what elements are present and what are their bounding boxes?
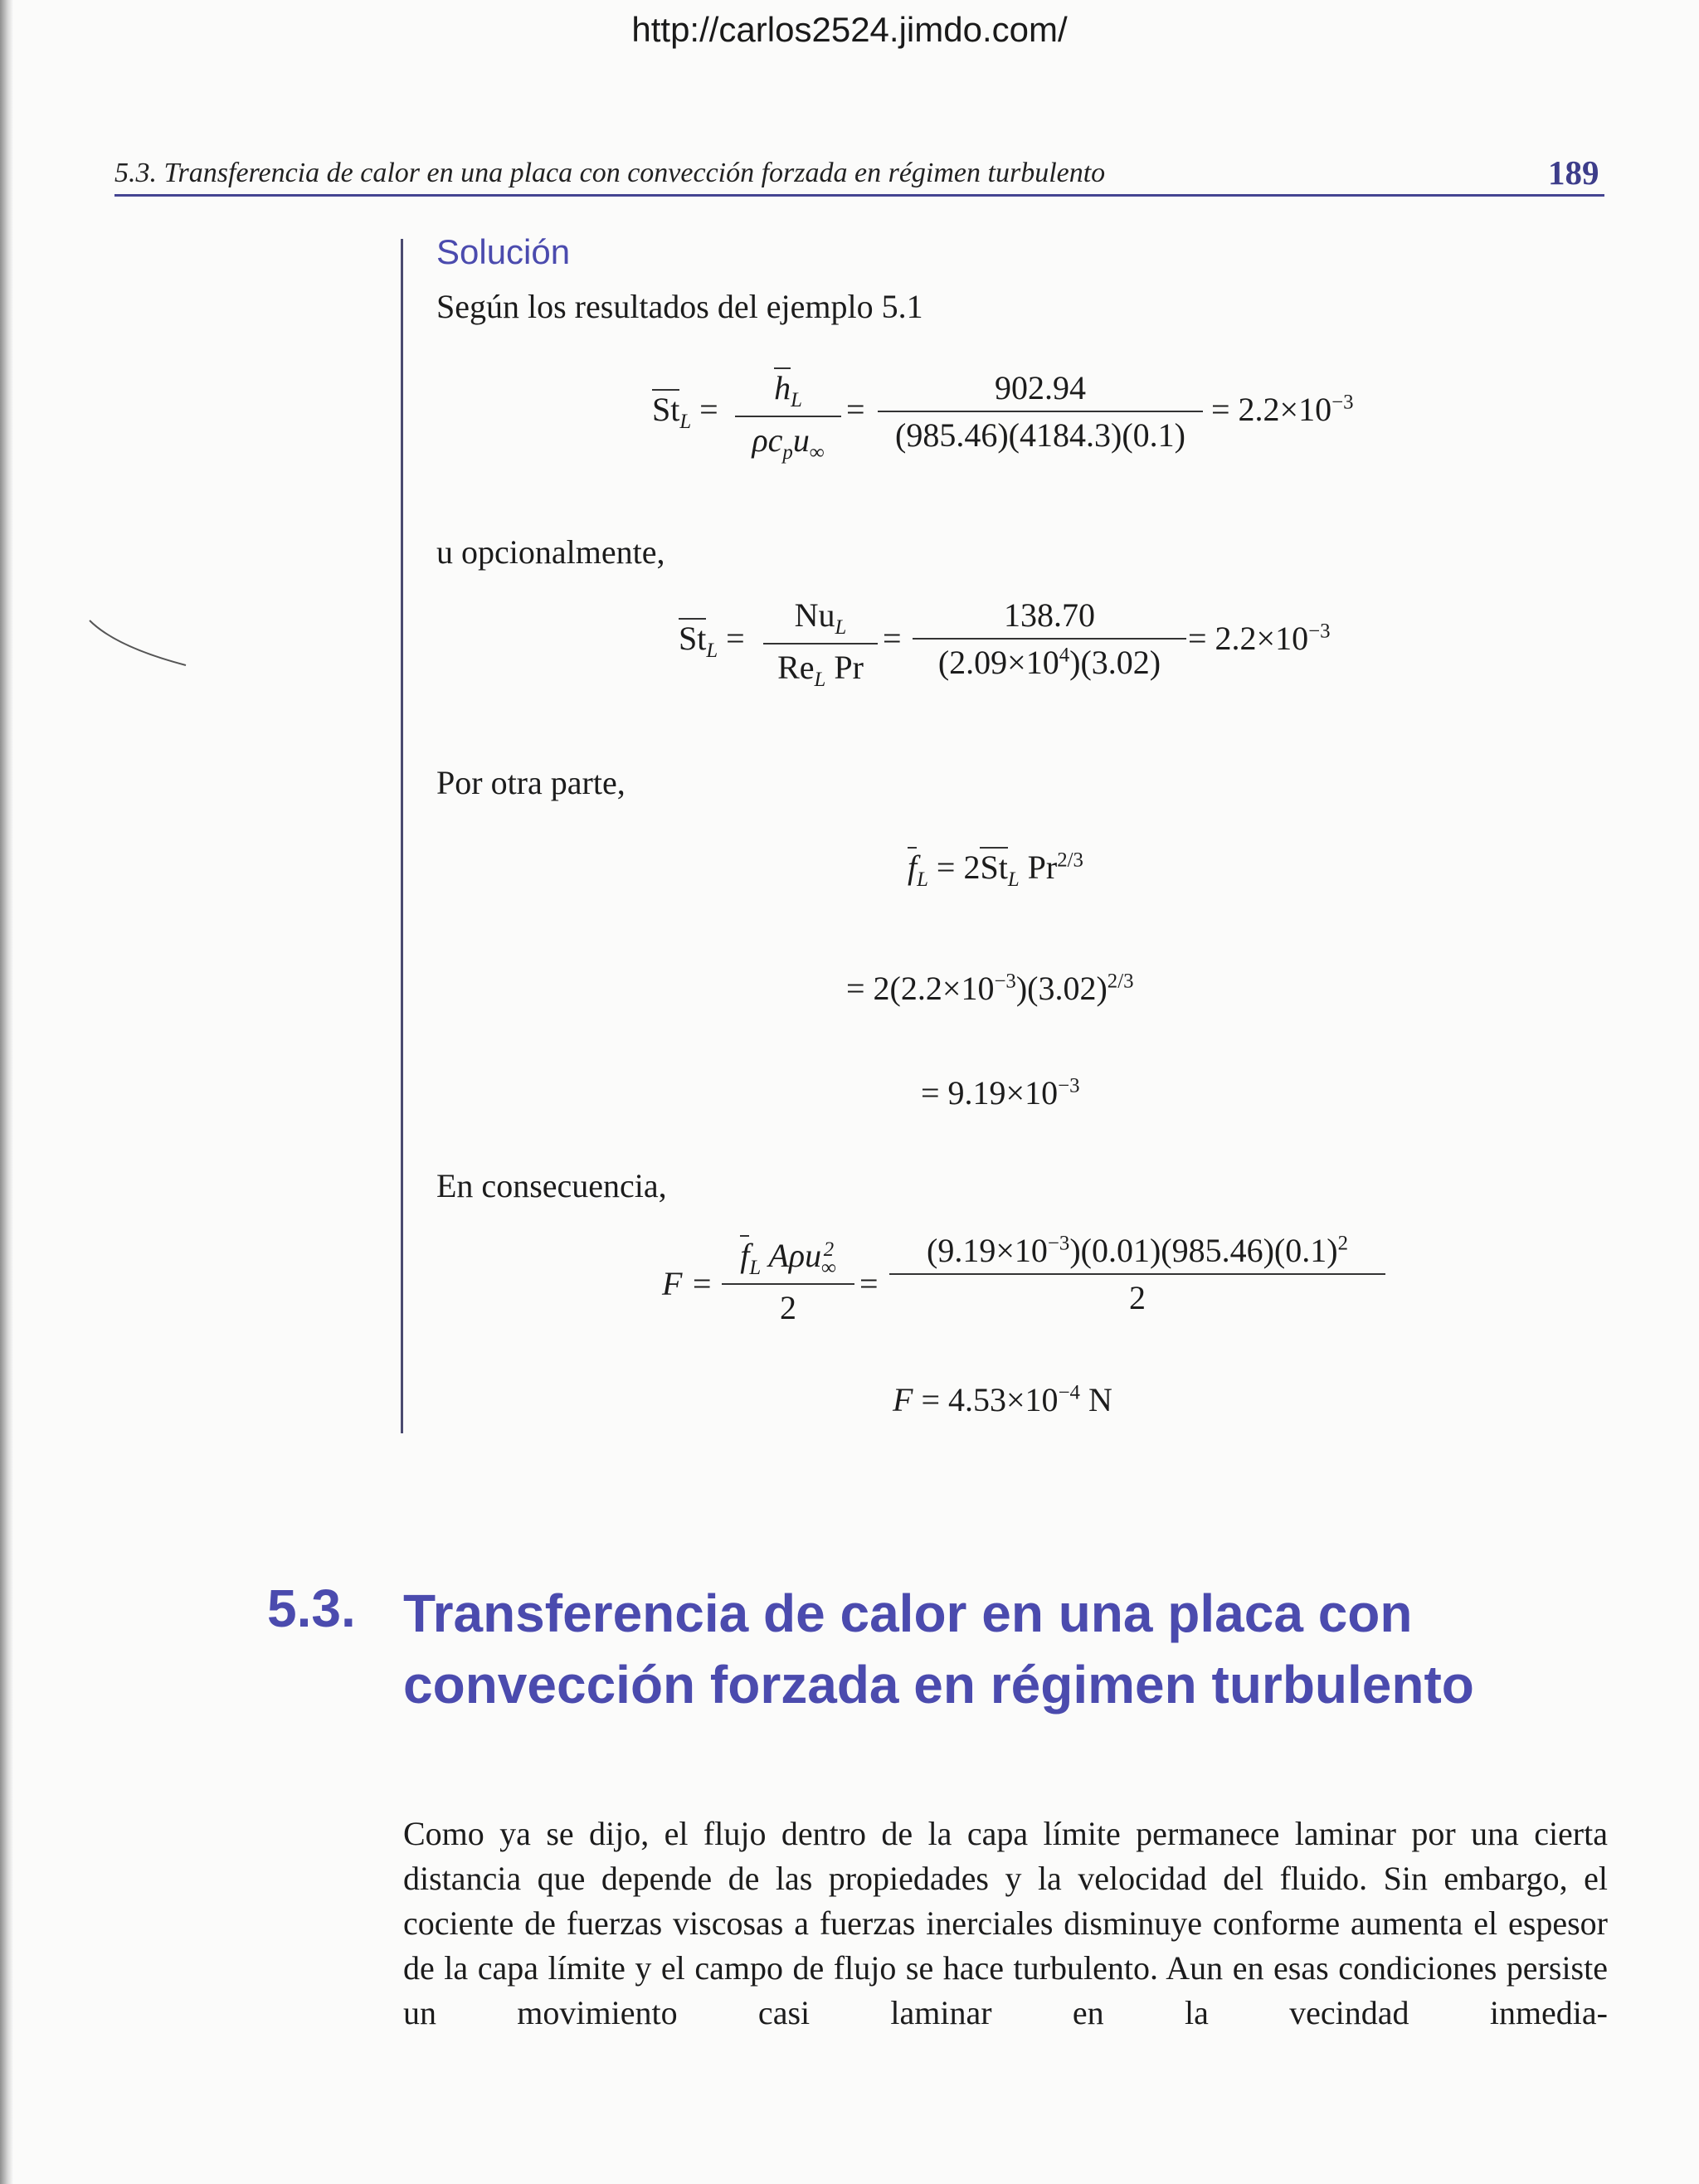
eq1-frac2: 902.94 (985.46)(4184.3)(0.1) xyxy=(878,368,1203,455)
example-side-rule xyxy=(401,239,403,1433)
eq4-lhs: F = xyxy=(662,1265,713,1302)
source-url[interactable]: http://carlos2524.jimdo.com/ xyxy=(631,10,1068,49)
optional-text: u opcionalmente, xyxy=(436,533,665,571)
eq2-frac1: $Nu_L$ $Re_L$ Pr xyxy=(763,596,878,692)
eq4-final: $F = 4.53\times 10^{-4}$ N xyxy=(893,1381,1112,1418)
eq1-frac1: $h_L$ $\rho c_pu_\infty$ xyxy=(735,368,841,465)
eq1-result: = $2.2\times 10^{-3}$ xyxy=(1211,391,1354,428)
section-number: 5.3. xyxy=(267,1578,356,1638)
running-header: 5.3. Transferencia de calor en una placa con convección forzada en régimen turbulento xyxy=(114,158,1106,188)
pen-mark xyxy=(83,614,191,672)
consequence-text: En consecuencia, xyxy=(436,1167,667,1204)
eq4-frac2: $(9.19\times 10^{-3})(0.01)(985.46)(0.1)^2$ 2 xyxy=(889,1231,1385,1317)
eq2-eq-sign: = xyxy=(883,620,902,657)
eq3-line3: = $9.19\times 10^{-3}$ xyxy=(921,1074,1080,1111)
eq2-lhs: $St_L$ = xyxy=(679,620,745,662)
section-title: Transferencia de calor en una placa con convección forzada en régimen turbulento xyxy=(403,1583,1474,1715)
solution-intro: Según los resultados del ejemplo 5.1 xyxy=(436,288,923,325)
eq1-lhs: $St_L$ = xyxy=(652,391,718,433)
eq4-frac1: $f_L$ Aρu 2 ∞ 2 xyxy=(722,1236,854,1327)
page-number: 189 xyxy=(1548,153,1599,192)
page-binding-shadow xyxy=(0,0,13,2184)
eq1-eq-sign: = xyxy=(846,391,865,428)
eq4-eq-sign: = xyxy=(859,1265,879,1302)
eq3-line2: = $2(2.2\times 10^{-3})(3.02)^{2/3}$ xyxy=(846,970,1134,1007)
header-rule xyxy=(114,194,1604,197)
other-text: Por otra parte, xyxy=(436,764,626,801)
eq2-result: = $2.2\times 10^{-3}$ xyxy=(1188,620,1331,657)
eq3-line1: $f_L = 2St_L$ $Pr^{2/3}$ xyxy=(908,849,1083,891)
eq2-frac2: 138.70 $(2.09\times 10^4)(3.02)$ xyxy=(913,596,1186,682)
solution-title: Solución xyxy=(436,232,571,271)
body-paragraph: Como ya se dijo, el flujo dentro de la capa límite permanece laminar por una cierta distancia que depende de las propiedades y la velocidad del fluido. Sin embargo, el cociente de fuerzas viscosas a fuerzas inerciales disminuye conforme aumenta el espesor de la capa límite y el campo de flujo se hace turbulento. Aun en esas condiciones persiste un movimiento casi laminar en la vecindad inmedia- xyxy=(403,1815,1608,2031)
